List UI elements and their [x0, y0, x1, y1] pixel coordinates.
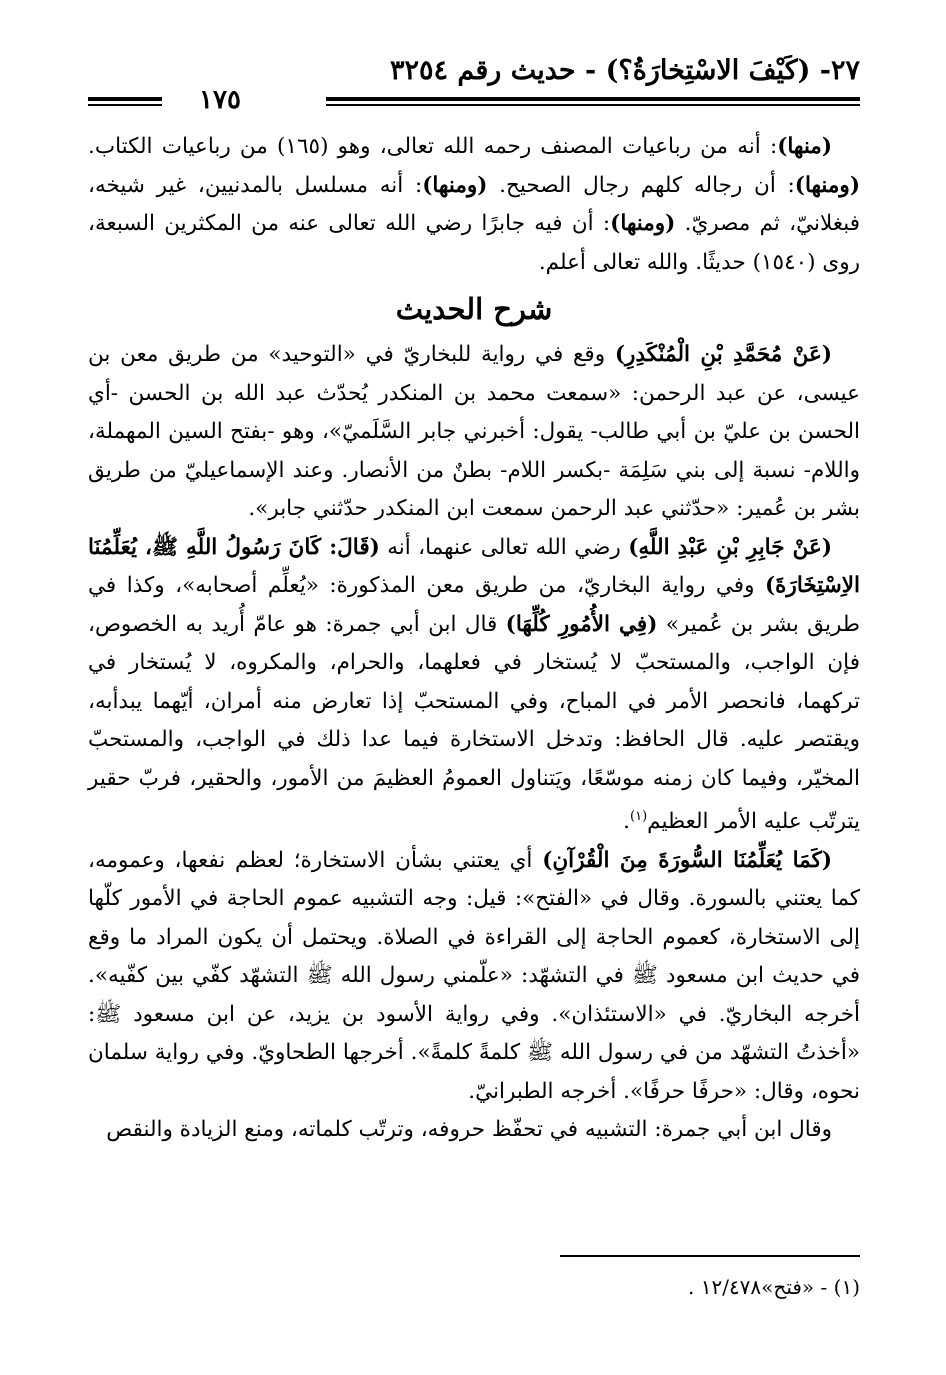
- text-run: قال ابن أبي جمرة: هو عامّ أُريد به الخصوص، فإن الواجب، والمستحبّ لا يُستخار في فعلهما، والحرام، والمكروه، لا يُستخار في تركهما، فانحصر الأمر في المباح، وفي المستحبّ إذا تعارض منه أمران، أيّهما يبدأبه، ويقتصر عليه. قال الحافظ: وتدخل الاستخارة فيما عدا ذلك في الواجب، والمستحبّ المخيّر، وفيما كان زمنه موسّعًا، ويَتناول العمومُ العظيمَ من الأمور، والحقير، فربّ حقير يترتّب عليه الأمر العظيم: [88, 611, 860, 835]
- keyword: (ومنها): [610, 211, 676, 236]
- text-run: وقع في رواية للبخاريّ في «التوحيد» من طريق معن بن عيسى، عن عبد الرحمن: «سمعت محمد بن المنكدر يُحدّث عبد الله بن الحسن -أي الحسن بن عليّ بن أبي طالب- يقول: أخبرني جابر السَّلَميّ»، وهو -بفتح السين المهملة، واللام- نسبة إلى بني سَلِمَة -بكسر اللام- بطنٌ من الأنصار. وعند الإسماعيليّ من طريق بشر بن عُمير: «حدّثني عبد الرحمن سمعت ابن المنكدر حدّثني جابر».: [88, 342, 860, 521]
- text-run: وقال ابن أبي جمرة: التشبيه في تحفّظ حروفه، وترتّب كلماته، ومنع الزيادة والنقص: [106, 1117, 832, 1143]
- paragraph-sharh-2: [88, 529, 860, 842]
- footnote: (١) - «فتح»١٢/٤٧٨ .: [688, 1275, 860, 1299]
- text-run: .: [623, 809, 631, 835]
- text-run: رضي الله تعالى عنهما، أنه: [379, 534, 629, 560]
- hadith-quote: (كَمَا يُعَلِّمُنَا السُّورَةَ مِنَ الْقُرْآنِ): [542, 847, 832, 873]
- keyword: (ومنها): [422, 172, 488, 198]
- page-header: [88, 55, 860, 115]
- keyword: (منها): [777, 134, 832, 159]
- section-heading: شرح الحديث: [395, 292, 553, 326]
- hadith-quote: (عَنْ مُحَمَّدِ بْنِ الْمُنْكَدِرِ): [614, 342, 832, 367]
- page-number: ١٧٥: [199, 85, 241, 115]
- header-rule: [326, 97, 860, 106]
- paragraph-sharh-3: [88, 842, 860, 1112]
- keyword: (ومنها): [794, 172, 860, 198]
- hadith-quote: (فِي الأُمُورِ كُلِّهَا): [505, 611, 658, 637]
- text-run: : أن رجاله كلهم رجال الصحيح.: [487, 172, 795, 198]
- main-text: [88, 128, 860, 1150]
- text-run: : أنه من رباعيات المصنف رحمه الله تعالى، وهو (١٦٥) من رباعيات الكتاب.: [88, 134, 778, 159]
- paragraph-sharh-4: [88, 1111, 860, 1150]
- running-title: ٢٧- (كَيْفَ الاسْتِخارَةُ؟) - حديث رقم ٣٢٥٤: [390, 55, 860, 86]
- paragraph-isnad-notes: [88, 128, 860, 282]
- paragraph-sharh-1: [88, 336, 860, 529]
- text-run: وفي رواية البخاريّ، من طريق معن المذكورة: «يُعلِّم أصحابه»، وكذا في طريق بشر بن عُمير»: [88, 573, 860, 637]
- hadith-quote: (قَالَ: كَانَ رَسُولُ اللَّهِ ﷺ، يُعَلِّمُنَا الاِسْتِخَارَةَ): [88, 534, 860, 598]
- footnote-marker: (١): [630, 809, 648, 824]
- text-run: أي يعتني بشأن الاستخارة؛ لعظم نفعها، وعمومه، كما يعتني بالسورة. وقال في «الفتح»: قيل: وجه التشبيه عموم الحاجة في الأمور كلّها إلى الاستخارة، كعموم الحاجة إلى القراءة في الصلاة. ويحتمل أن يكون المراد ما وقع في حديث ابن مسعود ﷺ في التشهّد: «علّمني رسول الله ﷺ التشهّد كفّي بين كفّيه». أخرجه البخاريّ. في «الاستئذان». وفي رواية الأسود بن يزيد، عن ابن مسعود ﷺ: «أخذتُ التشهّد من في رسول الله ﷺ كلمةً كلمةً». أخرجها الطحاويّ. وفي رواية سلمان نحوه، وقال: «حرفًا حرفًا». أخرجه الطبرانيّ.: [88, 847, 860, 1104]
- text-run: : أنه مسلسل بالمدنيين، غير شيخه، فبغلانيّ، ثم مصريّ.: [88, 172, 860, 236]
- header-rule-short: [88, 97, 162, 106]
- footnote-divider: [560, 1255, 860, 1257]
- hadith-quote: (عَنْ جَابِرِ بْنِ عَبْدِ اللَّهِ): [628, 534, 832, 560]
- text-run: : أن فيه جابرًا رضي الله تعالى عنه من المكثرين السبعة، روى (١٥٤٠) حديثًا. والله تعالى أعلم.: [88, 211, 860, 275]
